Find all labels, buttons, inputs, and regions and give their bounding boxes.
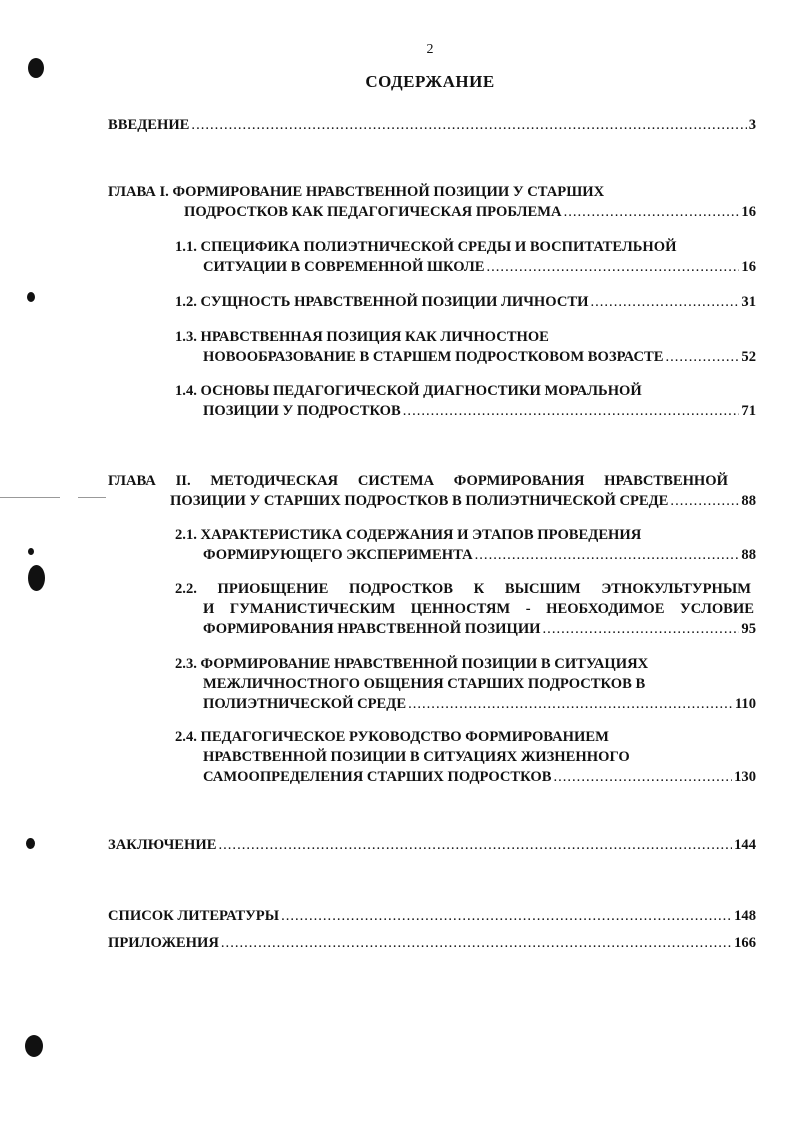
toc-entry-label: 2.2. ПРИОБЩЕНИЕ ПОДРОСТКОВ К ВЫСШИМ ЭТНОКУЛЬТУРНЫМ xyxy=(175,581,751,597)
toc-entry-section-1-3 xyxy=(175,327,756,367)
toc-entry-label: 1.1. СПЕЦИФИКА ПОЛИЭТНИЧЕСКОЙ СРЕДЫ И ВОСПИТАТЕЛЬНОЙ xyxy=(175,239,677,255)
toc-leader-dots xyxy=(665,347,739,367)
toc-page-number: 148 xyxy=(734,908,756,924)
toc-leader-dots xyxy=(590,292,739,312)
toc-entry-appendix xyxy=(108,933,756,953)
toc-entry-label: НОВООБРАЗОВАНИЕ В СТАРШЕМ ПОДРОСТКОВОМ ВОЗРАСТЕ xyxy=(203,349,664,365)
toc-leader-dots xyxy=(553,767,732,787)
toc-leader-dots xyxy=(281,906,732,926)
toc-entry-section-1-2 xyxy=(175,292,756,312)
toc-entry-label: 1.2. СУЩНОСТЬ НРАВСТВЕННОЙ ПОЗИЦИИ ЛИЧНОСТИ xyxy=(175,294,589,310)
toc-entry-label: САМООПРЕДЕЛЕНИЯ СТАРШИХ ПОДРОСТКОВ xyxy=(203,769,552,785)
toc-leader-dots xyxy=(191,115,746,135)
toc-entry-label: 2.4. ПЕДАГОГИЧЕСКОЕ РУКОВОДСТВО ФОРМИРОВАНИЕМ xyxy=(175,729,609,745)
toc-entry-label: ПОЗИЦИИ У ПОДРОСТКОВ xyxy=(203,403,401,419)
toc-entry-label: ГЛАВА II. МЕТОДИЧЕСКАЯ СИСТЕМА ФОРМИРОВАНИЯ НРАВСТВЕННОЙ xyxy=(108,473,728,489)
toc-entry-label: НРАВСТВЕННОЙ ПОЗИЦИИ В СИТУАЦИЯХ ЖИЗНЕННОГО xyxy=(203,749,630,765)
toc-page-number: 31 xyxy=(741,294,756,310)
toc-page-number: 88 xyxy=(741,547,756,563)
toc-leader-dots xyxy=(486,257,739,277)
toc-leader-dots xyxy=(218,835,732,855)
toc-entry-label: СПИСОК ЛИТЕРАТУРЫ xyxy=(108,908,280,924)
toc-leader-dots xyxy=(403,401,740,421)
page-number: 2 xyxy=(426,42,434,57)
toc-page-number: 52 xyxy=(741,349,756,365)
toc-page-number: 88 xyxy=(741,493,756,509)
toc-entry-section-1-1 xyxy=(175,237,756,277)
toc-entry-literature xyxy=(108,906,756,926)
scan-hole-mark xyxy=(25,1035,43,1057)
toc-page-number: 110 xyxy=(734,696,756,712)
toc-page-number: 3 xyxy=(748,117,756,133)
toc-page-number: 16 xyxy=(741,259,756,275)
toc-leader-dots xyxy=(670,491,739,511)
toc-page-number: 130 xyxy=(734,769,756,785)
toc-leader-dots xyxy=(475,545,740,565)
toc-entry-section-2-2 xyxy=(175,579,756,639)
toc-entry-label: 2.1. ХАРАКТЕРИСТИКА СОДЕРЖАНИЯ И ЭТАПОВ ПРОВЕДЕНИЯ xyxy=(175,527,642,543)
toc-entry-label: 1.4. ОСНОВЫ ПЕДАГОГИЧЕСКОЙ ДИАГНОСТИКИ МОРАЛЬНОЙ xyxy=(175,383,642,399)
scan-noise-line xyxy=(0,497,60,498)
toc-entry-label: ЗАКЛЮЧЕНИЕ xyxy=(108,837,217,853)
toc-entry-label: ГЛАВА I. ФОРМИРОВАНИЕ НРАВСТВЕННОЙ ПОЗИЦИИ У СТАРШИХ xyxy=(108,184,605,200)
toc-entry-label: МЕЖЛИЧНОСТНОГО ОБЩЕНИЯ СТАРШИХ ПОДРОСТКОВ В xyxy=(203,676,646,692)
toc-entry-label: ФОРМИРОВАНИЯ НРАВСТВЕННОЙ ПОЗИЦИИ xyxy=(203,621,541,637)
toc-leader-dots xyxy=(564,202,740,222)
scan-hole-mark xyxy=(28,548,34,555)
toc-entry-label: 2.3. ФОРМИРОВАНИЕ НРАВСТВЕННОЙ ПОЗИЦИИ В СИТУАЦИЯХ xyxy=(175,656,649,672)
toc-entry-label: ПРИЛОЖЕНИЯ xyxy=(108,935,219,951)
toc-entry-label: 1.3. НРАВСТВЕННАЯ ПОЗИЦИЯ КАК ЛИЧНОСТНОЕ xyxy=(175,329,549,345)
toc-leader-dots xyxy=(543,619,740,639)
scan-hole-mark xyxy=(28,58,44,78)
toc-entry-chapter-2 xyxy=(108,471,756,511)
toc-entry-label: ПОЛИЭТНИЧЕСКОЙ СРЕДЕ xyxy=(203,696,407,712)
toc-entry-section-1-4 xyxy=(175,381,756,421)
toc-page-number: 71 xyxy=(741,403,756,419)
toc-leader-dots xyxy=(408,694,733,714)
toc-page-number: 144 xyxy=(734,837,756,853)
page-title: СОДЕРЖАНИЕ xyxy=(365,72,495,91)
toc-entry-label: ВВЕДЕНИЕ xyxy=(108,117,190,133)
toc-entry-label: СИТУАЦИИ В СОВРЕМЕННОЙ ШКОЛЕ xyxy=(203,259,485,275)
scan-hole-mark xyxy=(28,565,45,591)
toc-page-number: 166 xyxy=(734,935,756,951)
toc-entry-section-2-1 xyxy=(175,525,756,565)
scan-noise-line xyxy=(78,497,106,498)
toc-entry-chapter-1 xyxy=(108,182,756,222)
toc-entry-intro xyxy=(108,115,756,135)
toc-entry-conclusion xyxy=(108,835,756,855)
scan-hole-mark xyxy=(26,838,35,849)
toc-entry-section-2-3 xyxy=(175,654,756,714)
toc-page-number: 16 xyxy=(741,204,756,220)
toc-page-number: 95 xyxy=(741,621,756,637)
toc-entry-label: ПОДРОСТКОВ КАК ПЕДАГОГИЧЕСКАЯ ПРОБЛЕМА xyxy=(184,204,562,220)
toc-leader-dots xyxy=(221,933,732,953)
toc-entry-section-2-4 xyxy=(175,727,756,787)
toc-entry-label: ФОРМИРУЮЩЕГО ЭКСПЕРИМЕНТА xyxy=(203,547,473,563)
scan-hole-mark xyxy=(27,292,35,302)
toc-entry-label: ПОЗИЦИИ У СТАРШИХ ПОДРОСТКОВ В ПОЛИЭТНИЧЕСКОЙ СРЕДЕ xyxy=(170,493,669,509)
toc-entry-label: И ГУМАНИСТИЧЕСКИМ ЦЕННОСТЯМ - НЕОБХОДИМОЕ УСЛОВИЕ xyxy=(203,601,754,617)
